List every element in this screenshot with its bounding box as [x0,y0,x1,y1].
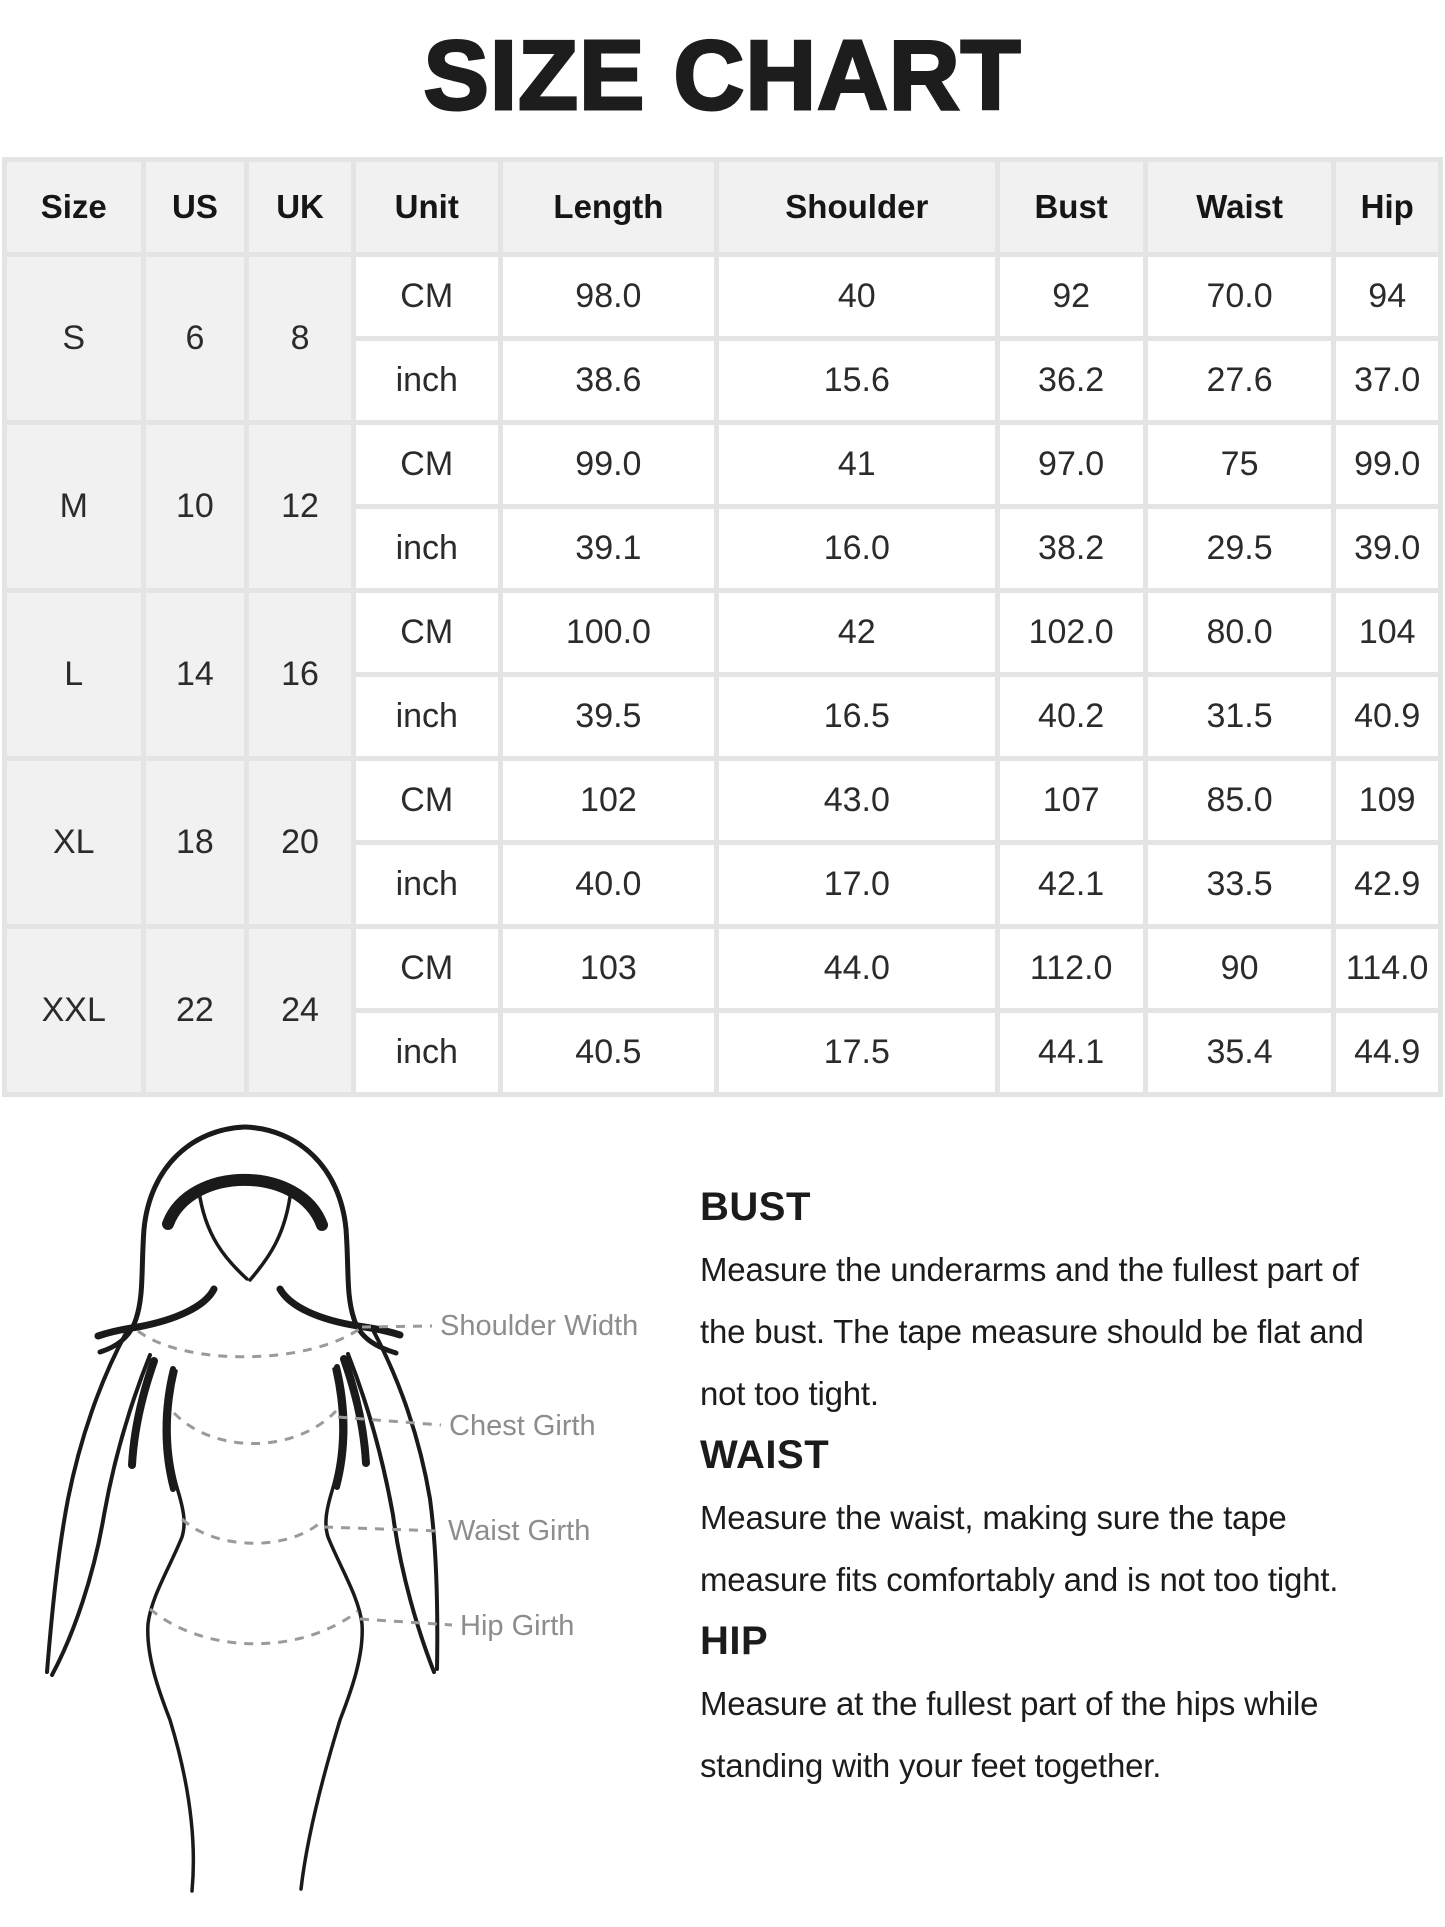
unit-cell: CM [356,425,498,504]
shoulder-cell: 17.0 [719,845,994,924]
uk-cell: 20 [249,761,351,924]
column-header-unit: Unit [356,162,498,252]
length-cell: 98.0 [503,257,714,336]
table-row-l-cm [7,593,1438,672]
table-row-xxl-cm [7,929,1438,1008]
us-cell: 10 [146,425,245,588]
bust-cell: 36.2 [1000,341,1143,420]
hip-cell: 94 [1336,257,1438,336]
instruction-heading-waist: WAIST [700,1432,830,1477]
shoulder-cell: 16.5 [719,677,994,756]
waist-cell: 33.5 [1148,845,1332,924]
instruction-text-bust: Measure the underarms and the fullest part of the bust. The tape measure should be flat and not too tight. [700,1250,1364,1412]
instruction-heading-hip: HIP [700,1618,769,1663]
size-chart-table [2,157,1443,1097]
hair-top-line [168,1180,322,1225]
length-cell: 38.6 [503,341,714,420]
shoulder-cell: 16.0 [719,509,994,588]
uk-cell: 12 [249,425,351,588]
chest-girth-dashed-arc [174,1411,336,1444]
waist-girth-dashed-arc [182,1519,322,1543]
column-header-bust: Bust [1000,162,1143,252]
length-cell: 39.1 [503,509,714,588]
shoulder-cell: 17.5 [719,1013,994,1092]
length-cell: 40.5 [503,1013,714,1092]
unit-cell: CM [356,761,498,840]
instruction-heading-bust: BUST [700,1184,811,1229]
length-cell: 100.0 [503,593,714,672]
waist-cell: 80.0 [1148,593,1332,672]
figure-label-shoulder-width: Shoulder Width [440,1309,639,1342]
unit-cell: CM [356,257,498,336]
hip-cell: 42.9 [1336,845,1438,924]
instruction-section-waist [700,1433,1400,1611]
figure-outline [47,1127,437,1891]
torso-right-line [301,1369,362,1889]
female-body-figure [0,1119,460,1919]
hip-cell: 109 [1336,761,1438,840]
hip-cell: 40.9 [1336,677,1438,756]
waist-cell: 29.5 [1148,509,1332,588]
arm-left-outer-line [47,1333,126,1672]
instruction-text-waist: Measure the waist, making sure the tape measure fits comfortably and is not too tight. [700,1498,1339,1598]
size-cell: XXL [7,929,141,1092]
instruction-text-hip: Measure at the fullest part of the hips while standing with your feet together. [700,1684,1319,1784]
instruction-section-bust [700,1185,1400,1425]
size-cell: L [7,593,141,756]
unit-cell: CM [356,929,498,1008]
shoulder-cell: 15.6 [719,341,994,420]
waist-cell: 27.6 [1148,341,1332,420]
column-header-uk: UK [249,162,351,252]
us-cell: 18 [146,761,245,924]
shoulder-cell: 41 [719,425,994,504]
uk-cell: 24 [249,929,351,1092]
hip-cell: 99.0 [1336,425,1438,504]
unit-cell: inch [356,341,498,420]
size-cell: S [7,257,141,420]
length-cell: 102 [503,761,714,840]
waist-cell: 85.0 [1148,761,1332,840]
face-left-line [199,1191,247,1279]
column-header-us: US [146,162,245,252]
length-cell: 103 [503,929,714,1008]
instruction-section-hip [700,1619,1400,1797]
bust-cell: 102.0 [1000,593,1143,672]
us-cell: 14 [146,593,245,756]
unit-cell: inch [356,845,498,924]
bust-cell: 112.0 [1000,929,1143,1008]
us-cell: 22 [146,929,245,1092]
length-cell: 40.0 [503,845,714,924]
bust-cell: 107 [1000,761,1143,840]
shoulder-cell: 44.0 [719,929,994,1008]
shoulder-cell: 42 [719,593,994,672]
table-row-xl-cm [7,761,1438,840]
waist-girth-leader-line [324,1527,440,1531]
column-header-shoulder: Shoulder [719,162,994,252]
waist-cell: 70.0 [1148,257,1332,336]
bust-cell: 38.2 [1000,509,1143,588]
waist-cell: 90 [1148,929,1332,1008]
hip-cell: 39.0 [1336,509,1438,588]
bust-cell: 97.0 [1000,425,1143,504]
unit-cell: inch [356,1013,498,1092]
measurement-instructions [700,1185,1400,1805]
uk-cell: 16 [249,593,351,756]
waist-cell: 75 [1148,425,1332,504]
hip-cell: 114.0 [1336,929,1438,1008]
figure-label-chest-girth: Chest Girth [449,1409,596,1442]
page-title: SIZE CHART [423,20,1022,130]
chest-girth-leader-line [338,1417,441,1425]
measurement-guide-section [0,1119,1445,1919]
table-row-m-cm [7,425,1438,504]
arm-right-outer-line [374,1332,437,1669]
column-header-length: Length [503,162,714,252]
hip-cell: 44.9 [1336,1013,1438,1092]
table-header-row [7,162,1438,252]
bust-cell: 92 [1000,257,1143,336]
length-cell: 99.0 [503,425,714,504]
hip-cell: 37.0 [1336,341,1438,420]
size-cell: XL [7,761,141,924]
shoulder-cell: 40 [719,257,994,336]
figure-label-hip-girth: Hip Girth [460,1609,575,1642]
bust-cell: 44.1 [1000,1013,1143,1092]
size-cell: M [7,425,141,588]
shoulder-left-line [98,1289,214,1336]
unit-cell: inch [356,509,498,588]
shoulder-cell: 43.0 [719,761,994,840]
bust-cell: 40.2 [1000,677,1143,756]
column-header-hip: Hip [1336,162,1438,252]
us-cell: 6 [146,257,245,420]
face-right-line [250,1189,291,1280]
measurement-dashed-lines [138,1326,452,1644]
bust-cell: 42.1 [1000,845,1143,924]
column-header-waist: Waist [1148,162,1332,252]
hip-girth-dashed-arc [150,1609,358,1644]
uk-cell: 8 [249,257,351,420]
table-row-s-cm [7,257,1438,336]
waist-cell: 31.5 [1148,677,1332,756]
column-header-size: Size [7,162,141,252]
shoulder-width-dashed-arc [138,1327,362,1357]
length-cell: 39.5 [503,677,714,756]
unit-cell: CM [356,593,498,672]
unit-cell: inch [356,677,498,756]
figure-label-waist-girth: Waist Girth [448,1514,591,1547]
hip-cell: 104 [1336,593,1438,672]
waist-cell: 35.4 [1148,1013,1332,1092]
